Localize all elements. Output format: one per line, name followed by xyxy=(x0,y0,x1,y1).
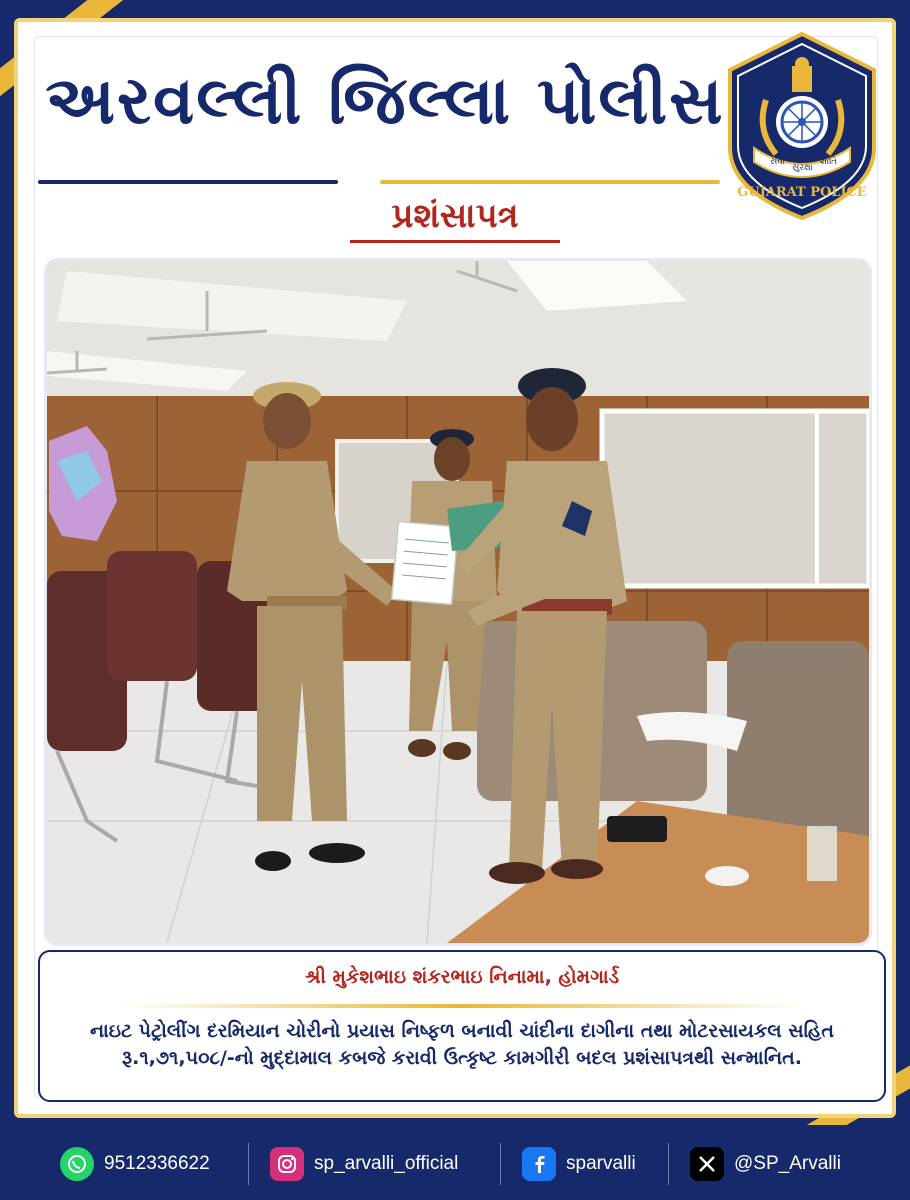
certificate-heading-underline xyxy=(350,240,560,243)
facebook-icon xyxy=(522,1147,556,1181)
x-handle: @SP_Arvalli xyxy=(734,1153,841,1174)
facebook-contact[interactable] xyxy=(522,1147,636,1181)
instagram-icon xyxy=(270,1147,304,1181)
x-contact[interactable] xyxy=(690,1147,841,1181)
citation-box xyxy=(38,950,886,1102)
citation-divider xyxy=(120,1004,804,1008)
instagram-handle: sp_arvalli_official xyxy=(314,1153,459,1174)
page-title: અરવલ્લી જિલ્લા પોલીસ xyxy=(45,62,725,139)
citation-line-2: રૂ.૧,૭૧,૫૦૮/-નો મુદ્દામાલ કબજે કરાવી ઉત્કૃષ્ટ કામગીરી બદલ પ્રશંસાપત્રથી સન્માનિત. xyxy=(122,1047,802,1069)
footer-separator xyxy=(248,1143,249,1185)
title-rule-navy xyxy=(38,180,338,184)
svg-text:GUJARAT POLICE: GUJARAT POLICE xyxy=(737,185,867,200)
footer-separator xyxy=(500,1143,501,1185)
whatsapp-contact[interactable] xyxy=(60,1147,210,1181)
facebook-handle: sparvalli xyxy=(566,1153,636,1174)
contact-footer xyxy=(0,1125,910,1200)
whatsapp-number: 9512336622 xyxy=(104,1153,210,1174)
x-twitter-icon xyxy=(690,1147,724,1181)
svg-text:સુરક્ષા: સુરક્ષા xyxy=(792,163,813,173)
title-rule-gold xyxy=(380,180,720,184)
svg-text:સેવા: સેવા xyxy=(770,157,786,167)
citation-line-1: નાઇટ પેટ્રોલીંગ દરમિયાન ચોરીનો પ્રયાસ નિષ્ફળ બનાવી ચાંદીના દાગીના તથા મોટરસાયકલ સહિત xyxy=(89,1020,834,1042)
footer-separator xyxy=(668,1143,669,1185)
citation-text xyxy=(58,1018,866,1072)
certificate-heading: પ્રશંસાપત્ર xyxy=(391,196,519,236)
recipient-name: શ્રી મુકેશભાઇ શંકરભાઇ નિનામા, હોમગાર્ડ xyxy=(304,966,620,988)
svg-text:શાંતિ: શાંતિ xyxy=(820,157,838,167)
award-ceremony-photo xyxy=(44,258,872,946)
instagram-contact[interactable] xyxy=(270,1147,458,1181)
gujarat-police-badge-icon xyxy=(726,30,878,222)
whatsapp-icon xyxy=(60,1147,94,1181)
